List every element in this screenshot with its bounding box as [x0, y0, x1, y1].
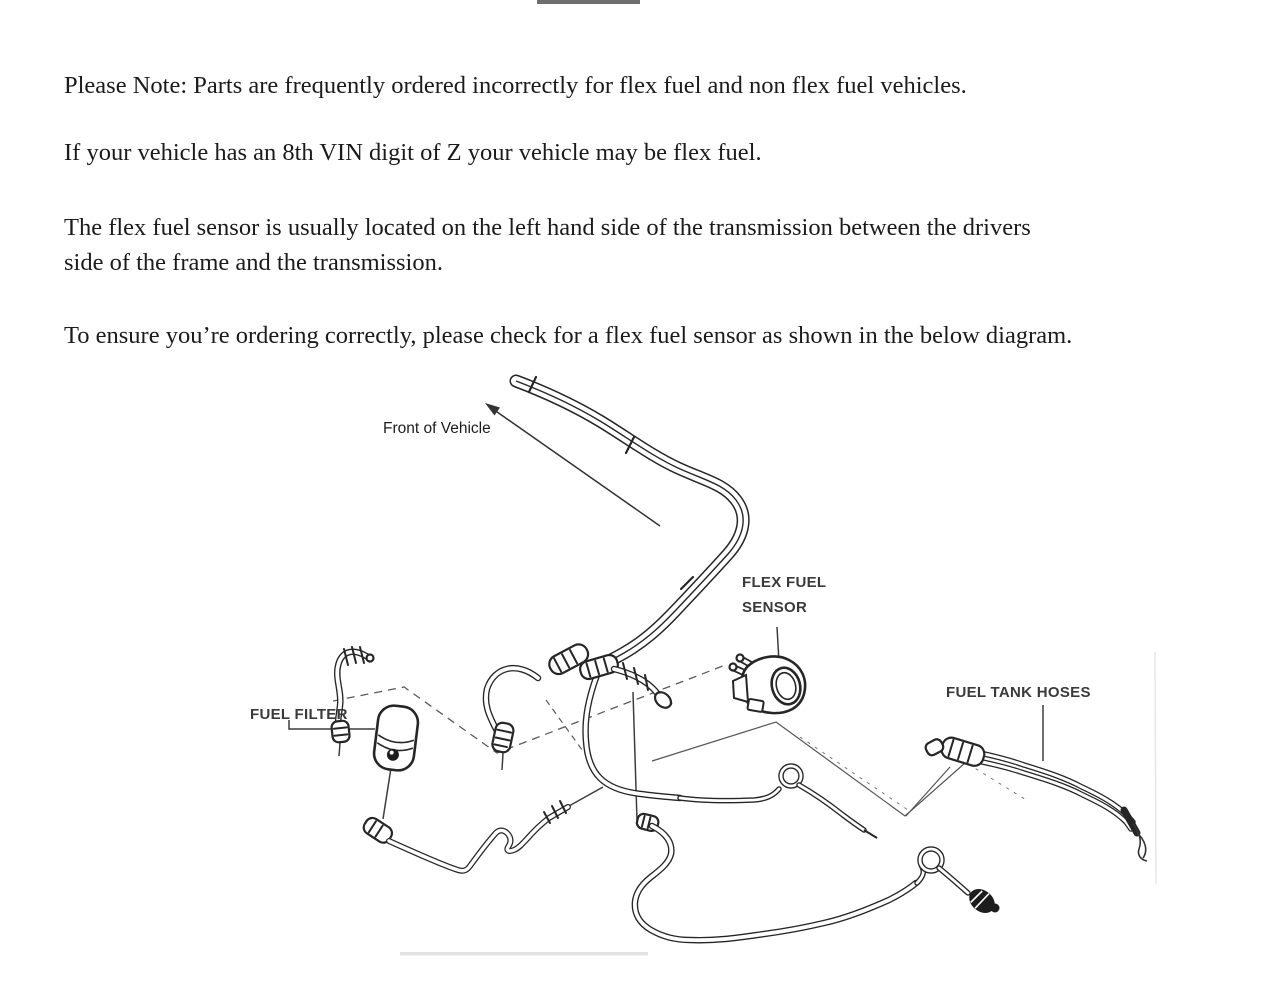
front-of-vehicle-arrow [485, 403, 660, 526]
hose-end-connector [965, 884, 1000, 918]
notice-paragraph-2: If your vehicle has an 8th VIN digit of Z your vehicle may be flex fuel. [64, 139, 762, 166]
junction-fittings [546, 641, 620, 681]
filter-drop-line [383, 768, 391, 819]
notice-paragraph-3-line-1: The flex fuel sensor is usually located on the left hand side of the transmission between the drivers [64, 214, 1031, 241]
label-flex-fuel-sensor [742, 570, 826, 620]
arrowhead-icon [485, 403, 500, 416]
left-junction-hose [486, 668, 538, 753]
looped-fuel-line [680, 766, 877, 838]
flex-fuel-sensor-art [730, 655, 806, 714]
label-fuel-tank-hoses: FUEL TANK HOSES [946, 684, 1091, 701]
label-fuel-filter: FUEL FILTER [250, 706, 348, 723]
right-junction-elbow [614, 663, 674, 711]
notice-paragraph-1: Please Note: Parts are frequently ordered incorrectly for flex fuel and non flex fuel vehicles. [64, 72, 967, 99]
center-leader-line [633, 692, 637, 820]
bottom-center-fuel-line [635, 813, 1000, 941]
fuel-tank-hoses-art [924, 735, 1147, 861]
frame-dashed-lines [333, 664, 1028, 810]
fuel-filter-art [372, 704, 420, 772]
label-flex-fuel-sensor-line2: SENSOR [742, 599, 808, 616]
bottom-left-fuel-line [361, 801, 568, 871]
notice-paragraph-3-line-2: side of the frame and the transmission. [64, 249, 443, 276]
label-flex-fuel-sensor-line1: FLEX FUEL [742, 574, 827, 591]
label-front-of-vehicle: Front of Vehicle [383, 420, 491, 437]
notice-paragraph-4: To ensure you’re ordering correctly, please check for a flex fuel sensor as shown in the below diagram. [64, 322, 1073, 349]
fuel-line-bundle [516, 377, 743, 667]
